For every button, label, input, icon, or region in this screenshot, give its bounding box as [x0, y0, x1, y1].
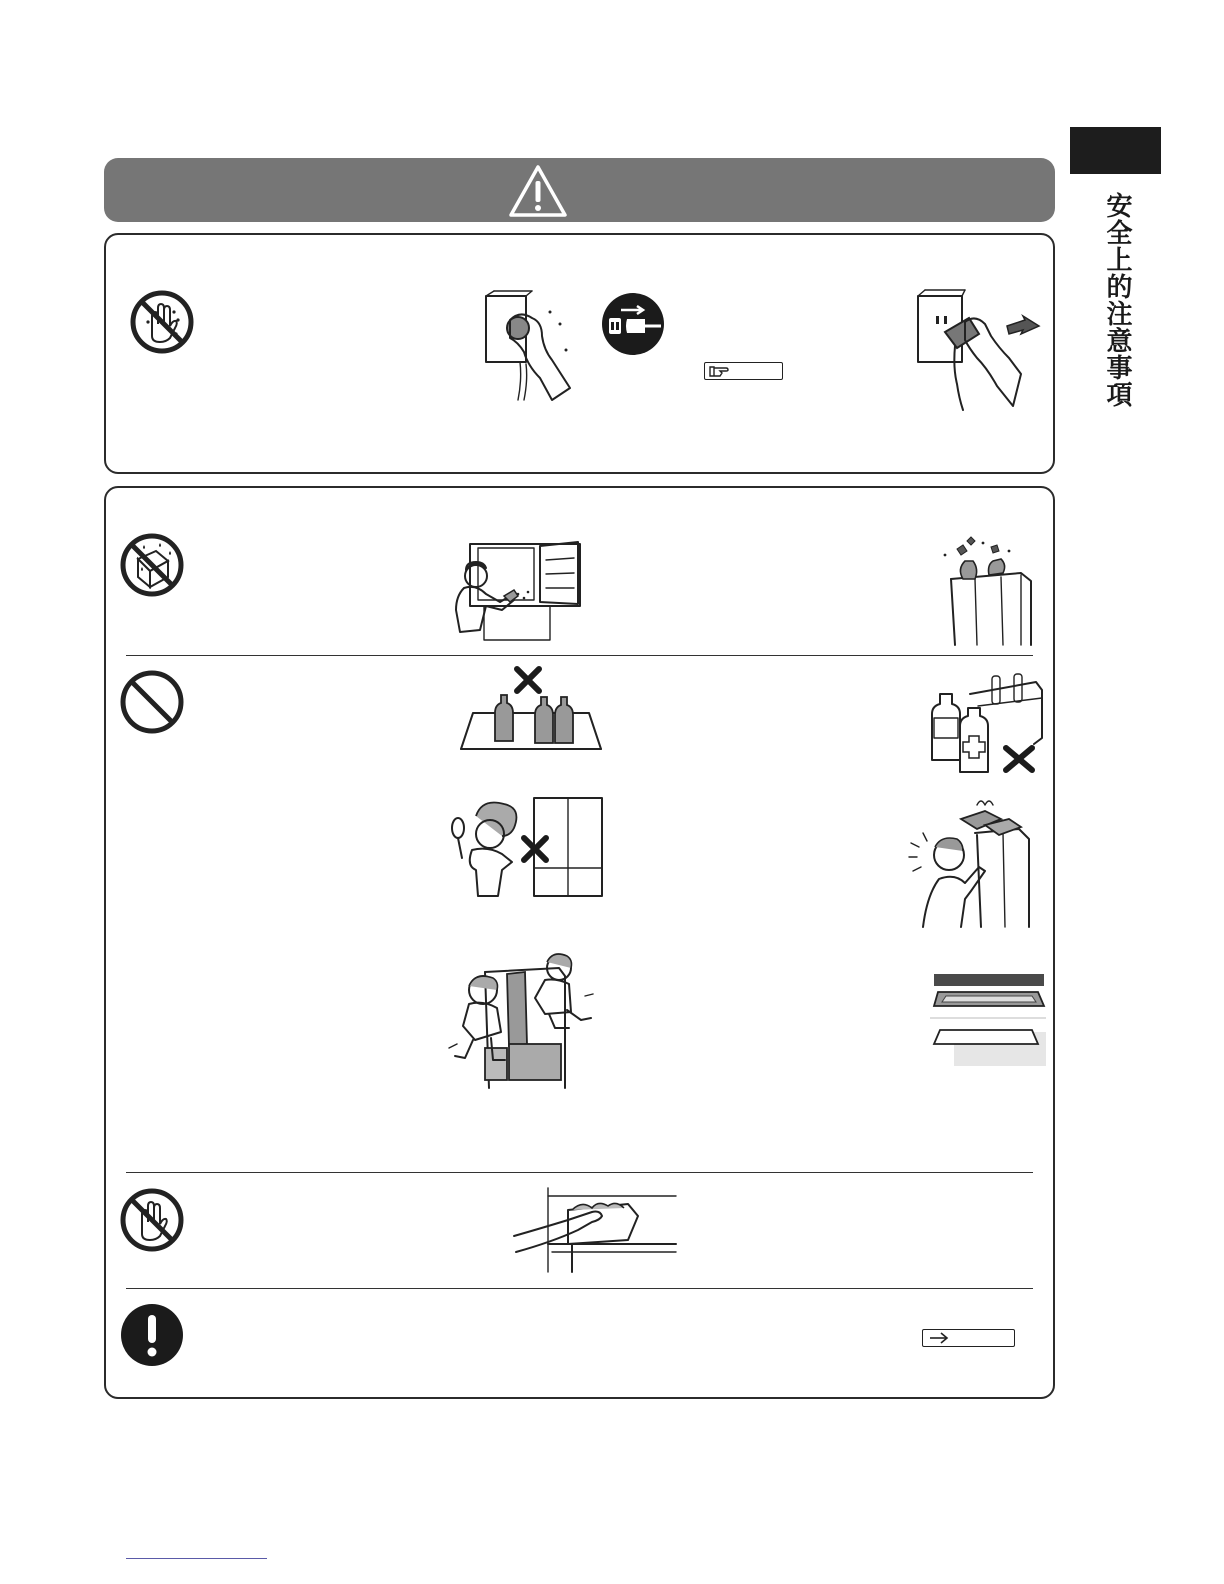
- heavy-items-fall-illustration: [905, 795, 1037, 930]
- section-tab: [1070, 127, 1161, 174]
- row-divider: [126, 1172, 1033, 1173]
- glass-shelf-illustration: [930, 972, 1046, 1068]
- washing-fridge-illustration: [440, 540, 585, 642]
- page-reference-tag[interactable]: [704, 362, 783, 380]
- page-reference-tag[interactable]: [922, 1329, 1015, 1347]
- arrow-right-icon: [928, 1332, 950, 1344]
- mandatory-action-icon: [120, 1303, 184, 1367]
- section-title: 安全上的注意事項: [1102, 192, 1132, 408]
- row-divider: [126, 655, 1033, 656]
- pointing-hand-icon: [708, 364, 730, 378]
- warning-triangle-icon: [508, 164, 568, 218]
- no-splash-water-icon: [120, 533, 184, 597]
- vase-on-fridge-illustration: [935, 535, 1040, 647]
- chemicals-illustration: [918, 672, 1046, 776]
- footer-link-line: [126, 1558, 267, 1559]
- warning-header-bar: [104, 158, 1055, 222]
- glass-bottles-shelf-illustration: [455, 665, 605, 755]
- row-divider: [126, 1288, 1033, 1289]
- kids-climbing-illustration: [445, 948, 595, 1090]
- no-wet-hands-icon: [130, 290, 194, 354]
- wet-hand-plug-illustration: [480, 290, 580, 405]
- hand-in-drawer-illustration: [512, 1186, 677, 1274]
- unplug-icon: [601, 292, 665, 356]
- spray-near-fridge-illustration: [442, 796, 607, 902]
- prohibited-icon: [120, 670, 184, 734]
- do-not-touch-icon: [120, 1188, 184, 1252]
- pull-plug-illustration: [913, 288, 1043, 416]
